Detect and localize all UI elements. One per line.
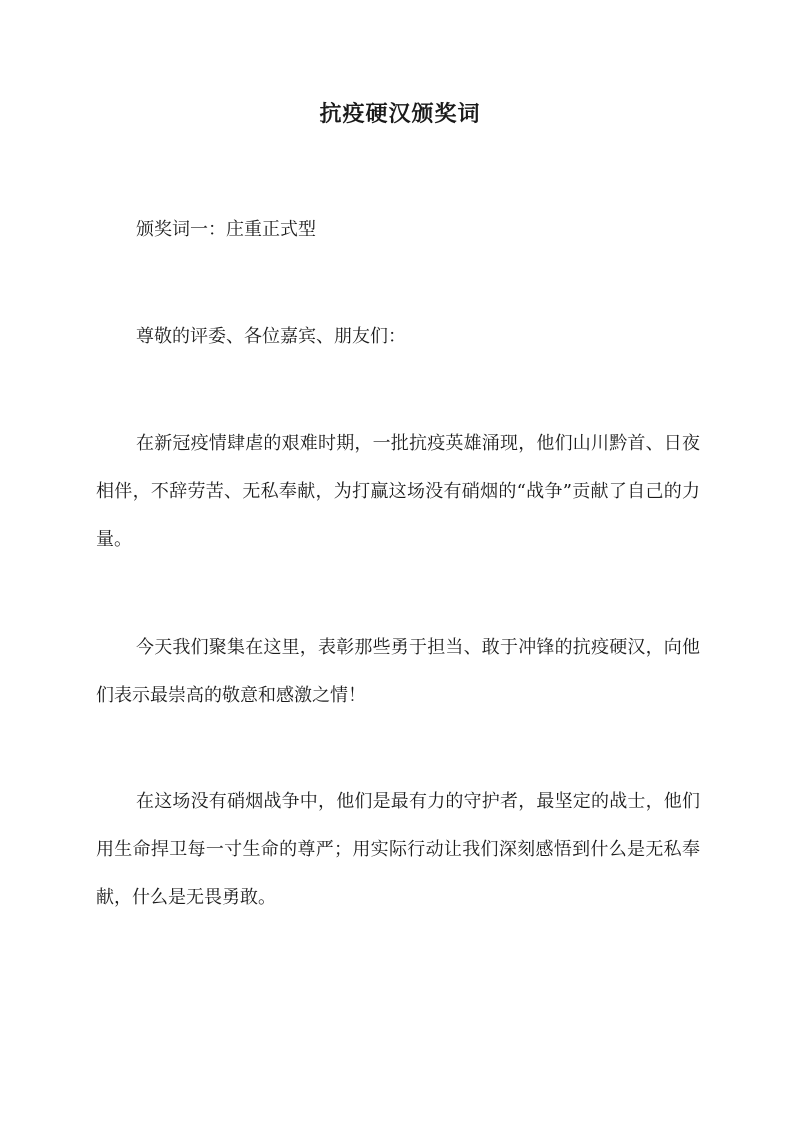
- greeting-line: 尊敬的评委、各位嘉宾、朋友们：: [136, 326, 406, 347]
- section-subtitle: 颁奖词一：庄重正式型: [136, 219, 316, 240]
- paragraph-2: 今天我们聚集在这里，表彰那些勇于担当、敢于冲锋的抗疫硬汉，向他们表示最崇高的敬意和感激之情！: [96, 637, 700, 706]
- paragraph-1: 在新冠疫情肆虐的艰难时期，一批抗疫英雄涌现，他们山川黔首、日夜相伴，不辞劳苦、无私奉献，为打赢这场没有硝烟的“战争”贡献了自己的力量。: [96, 433, 700, 550]
- document-title: 抗疫硬汉颁奖词: [319, 101, 481, 127]
- paragraph-3: 在这场没有硝烟战争中，他们是最有力的守护者，最坚定的战士，他们用生命捍卫每一寸生命的尊严；用实际行动让我们深刻感悟到什么是无私奉献，什么是无畏勇敢。: [96, 791, 700, 908]
